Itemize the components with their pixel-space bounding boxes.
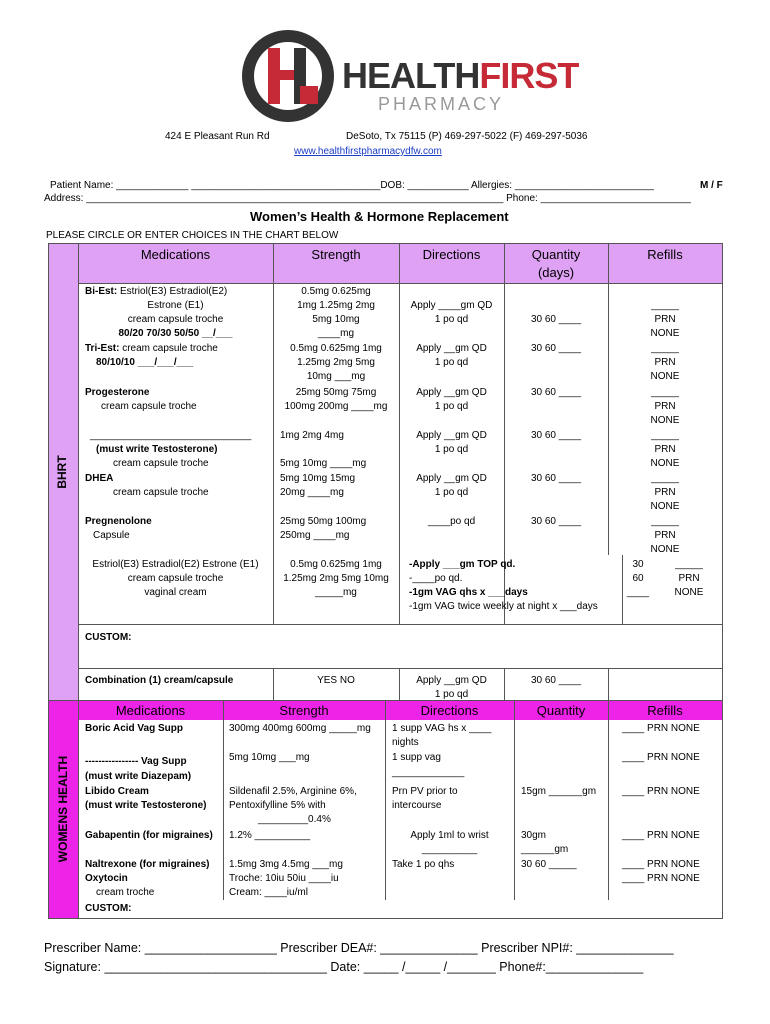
- testosterone-strength-1[interactable]: 1mg 2mg 4mg: [280, 430, 344, 441]
- gabapentin-refills[interactable]: ____ PRN NONE: [622, 830, 700, 841]
- combination-med: Combination (1) cream/capsule: [85, 675, 234, 686]
- form-title: Women’s Health & Hormone Replacement: [250, 209, 509, 224]
- oxytocin-refills[interactable]: ____ PRN NONE: [622, 873, 700, 884]
- biest-strength-1[interactable]: 0.5mg 0.625mg: [301, 286, 371, 297]
- oxytocin-strength-2[interactable]: Cream: ____iu/ml: [229, 887, 308, 898]
- womens-col-refills: Refills: [647, 703, 683, 718]
- boric-acid-refills[interactable]: ____ PRN NONE: [622, 723, 700, 734]
- pregnenolone-strength-1[interactable]: 25mg 50mg 100mg: [280, 516, 367, 527]
- triest-strength-3[interactable]: 10mg ___mg: [306, 371, 366, 382]
- vaginal-directions-3[interactable]: -1gm VAG qhs x ___days: [409, 587, 528, 598]
- biest-directions-1[interactable]: Apply ____gm QD: [410, 300, 493, 311]
- triest-strength-1[interactable]: 0.5mg 0.625mg 1mg: [290, 343, 382, 354]
- womens-col-directions: Directions: [420, 703, 479, 718]
- boric-acid-directions-2: nights: [392, 737, 419, 748]
- libido-cream-directions-2: intercourse: [392, 800, 442, 811]
- testosterone-med-forms[interactable]: cream capsule troche: [113, 458, 209, 469]
- vaginal-quantity-60[interactable]: 60: [632, 573, 644, 584]
- gabapentin-directions-2[interactable]: __________: [421, 844, 478, 855]
- vaginal-strength-2[interactable]: 1.25mg 2mg 5mg 10mg: [283, 573, 389, 584]
- progesterone-directions-1[interactable]: Apply __gm QD: [416, 387, 487, 398]
- triest-quantity[interactable]: 30 60 ____: [530, 343, 582, 354]
- progesterone-quantity[interactable]: 30 60 ____: [530, 387, 582, 398]
- progesterone-med-2[interactable]: cream capsule troche: [101, 401, 197, 412]
- vaginal-quantity-30[interactable]: 30: [632, 559, 644, 570]
- dhea-strength-2[interactable]: 20mg ____mg: [280, 487, 344, 498]
- progesterone-strength-2[interactable]: 100mg 200mg ____mg: [284, 401, 388, 412]
- diazepam-refills[interactable]: ____ PRN NONE: [622, 752, 700, 763]
- progesterone-med-1: Progesterone: [85, 387, 150, 398]
- naltrexone-directions: Take 1 po qhs: [392, 859, 455, 870]
- vaginal-strength-1[interactable]: 0.5mg 0.625mg 1mg: [290, 559, 382, 570]
- pregnenolone-directions[interactable]: ____po qd: [427, 516, 476, 527]
- vaginal-med-3: vaginal cream: [144, 587, 207, 598]
- naltrexone-med: Naltrexone (for migraines): [85, 859, 210, 870]
- biest-quantity[interactable]: 30 60 ____: [530, 314, 582, 325]
- libido-cream-directions-1: Prn PV prior to: [392, 786, 458, 797]
- bhrt-col-quantity: Quantity: [531, 247, 581, 262]
- patient-line-2[interactable]: Address: ___________________________________________________________________________ Phone: ___________________________: [44, 193, 691, 204]
- oxytocin-med-1: Oxytocin: [85, 873, 128, 884]
- sex-selector[interactable]: M / F: [700, 180, 723, 191]
- womens-custom-label[interactable]: CUSTOM:: [85, 903, 132, 914]
- diazepam-med-2: (must write Diazepam): [85, 771, 192, 782]
- naltrexone-strength[interactable]: 1.5mg 3mg 4.5mg ___mg: [229, 859, 343, 870]
- womens-col-medications: Medications: [115, 703, 186, 718]
- diazepam-directions-1[interactable]: 1 supp vag: [392, 752, 441, 763]
- testosterone-med-note: (must write Testosterone): [96, 444, 218, 455]
- progesterone-strength-1[interactable]: 25mg 50mg 75mg: [295, 387, 377, 398]
- vaginal-quantity-blank[interactable]: ____: [626, 587, 650, 598]
- triest-directions-1[interactable]: Apply __gm QD: [416, 343, 487, 354]
- triest-directions-2[interactable]: 1 po qd: [434, 357, 469, 368]
- oxytocin-strength-1[interactable]: Troche: 10iu 50iu ____iu: [229, 873, 339, 884]
- combination-yes-no[interactable]: YES NO: [317, 675, 355, 686]
- biest-refills-prn[interactable]: PRN: [654, 314, 676, 325]
- pharmacy-logo: [238, 26, 579, 126]
- biest-directions-2[interactable]: 1 po qd: [434, 314, 469, 325]
- diazepam-med-1[interactable]: ---------------- Vag Supp: [85, 756, 187, 767]
- signature-line[interactable]: Signature: ________________________________ Date: _____ /_____ /_______ Phone#:______________: [44, 960, 644, 974]
- womens-col-quantity: Quantity: [536, 703, 586, 718]
- pharmacy-website-link[interactable]: www.healthfirstpharmacydfw.com: [294, 146, 442, 157]
- dhea-med-2[interactable]: cream capsule troche: [113, 487, 209, 498]
- pregnenolone-refills-none[interactable]: NONE: [650, 544, 680, 555]
- dhea-refills-none[interactable]: NONE: [650, 501, 680, 512]
- bhrt-col-quantity-sub: (days): [537, 265, 575, 280]
- vaginal-directions-4[interactable]: -1gm VAG twice weekly at night x ___days: [409, 601, 598, 612]
- bhrt-col-medications: Medications: [140, 247, 211, 262]
- libido-cream-refills[interactable]: ____ PRN NONE: [622, 786, 700, 797]
- bhrt-custom-label[interactable]: CUSTOM:: [85, 632, 132, 643]
- libido-cream-med-2: (must write Testosterone): [85, 800, 207, 811]
- logo-wordmark: HEALTHFIRST: [342, 55, 579, 96]
- biest-strength-4[interactable]: ____mg: [317, 328, 355, 339]
- gabapentin-strength[interactable]: 1.2% __________: [229, 830, 311, 841]
- dhea-directions-2[interactable]: 1 po qd: [434, 487, 469, 498]
- testosterone-strength-2[interactable]: 5mg 10mg ____mg: [280, 458, 367, 469]
- gabapentin-quantity-2[interactable]: ______gm: [521, 844, 569, 855]
- pregnenolone-refills-prn[interactable]: PRN: [654, 530, 676, 541]
- biest-med-3[interactable]: cream capsule troche: [127, 314, 224, 325]
- vaginal-directions-2[interactable]: -____po qd.: [409, 573, 463, 584]
- oxytocin-med-2[interactable]: cream troche: [96, 887, 155, 898]
- dhea-quantity[interactable]: 30 60 ____: [530, 473, 582, 484]
- triest-refills-none[interactable]: NONE: [650, 371, 680, 382]
- biest-med-1: Bi-Est: Estriol(E3) Estradiol(E2): [85, 286, 228, 297]
- womens-side-label: WOMENS HEALTH: [56, 755, 70, 863]
- patient-line-1[interactable]: Patient Name: _____________ __________________________________DOB: ___________ Allergies: _________________________: [50, 180, 654, 191]
- vaginal-refills-none[interactable]: NONE: [674, 587, 704, 598]
- logo-sub: PHARMACY: [378, 94, 505, 114]
- biest-refills-none[interactable]: NONE: [650, 328, 680, 339]
- combination-directions-2[interactable]: 1 po qd: [434, 689, 469, 700]
- progesterone-directions-2[interactable]: 1 po qd: [434, 401, 469, 412]
- dhea-strength-1[interactable]: 5mg 10mg 15mg: [280, 473, 356, 484]
- libido-cream-quantity[interactable]: 15gm ______gm: [521, 786, 597, 797]
- testosterone-med-blank[interactable]: _____________________________: [90, 430, 252, 441]
- progesterone-refills-prn[interactable]: PRN: [654, 401, 676, 412]
- triest-refills-blank[interactable]: _____: [651, 343, 679, 354]
- testosterone-directions-1[interactable]: Apply __gm QD: [416, 430, 487, 441]
- pregnenolone-med-1: Pregnenolone: [85, 516, 152, 527]
- biest-refills-blank[interactable]: _____: [651, 300, 679, 311]
- triest-ratio[interactable]: 80/10/10 ___/___/___: [96, 357, 194, 368]
- bhrt-side-label: BHRT: [55, 455, 69, 489]
- libido-cream-strength-3[interactable]: _________0.4%: [258, 814, 331, 825]
- bhrt-col-refills: Refills: [647, 247, 683, 262]
- testosterone-refills-blank[interactable]: _____: [651, 430, 679, 441]
- biest-ratio[interactable]: 80/20 70/30 50/50 __/___: [118, 328, 233, 339]
- gabapentin-med: Gabapentin (for migraines): [85, 830, 213, 841]
- naltrexone-refills[interactable]: ____ PRN NONE: [622, 859, 700, 870]
- boric-acid-med: Boric Acid Vag Supp: [85, 723, 183, 734]
- testosterone-quantity[interactable]: 30 60 ____: [530, 430, 582, 441]
- vaginal-med-1: Estriol(E3) Estradiol(E2) Estrone (E1): [92, 559, 259, 570]
- triest-refills-prn[interactable]: PRN: [654, 357, 676, 368]
- diazepam-directions-2[interactable]: _____________: [392, 767, 465, 778]
- dhea-med-1: DHEA: [85, 473, 114, 484]
- dhea-refills-prn[interactable]: PRN: [654, 487, 676, 498]
- gabapentin-directions-1: Apply 1ml to wrist: [410, 830, 489, 841]
- boric-acid-directions-1[interactable]: 1 supp VAG hs x ____: [392, 723, 492, 734]
- pharmacy-city-phone: DeSoto, Tx 75115 (P) 469-297-5022 (F) 469-297-5036: [346, 131, 588, 142]
- triest-med-1[interactable]: Tri-Est: cream capsule troche: [85, 343, 218, 354]
- diazepam-strength[interactable]: 5mg 10mg ___mg: [229, 752, 310, 763]
- bhrt-col-directions: Directions: [422, 247, 481, 262]
- combination-quantity[interactable]: 30 60 ____: [530, 675, 582, 686]
- testosterone-refills-prn[interactable]: PRN: [654, 444, 676, 455]
- gabapentin-quantity-1[interactable]: 30gm: [521, 830, 547, 841]
- pharmacy-address: 424 E Pleasant Run Rd: [165, 131, 270, 142]
- vaginal-strength-3[interactable]: _____mg: [315, 587, 357, 598]
- boric-acid-strength[interactable]: 300mg 400mg 600mg _____mg: [229, 723, 371, 734]
- libido-cream-strength-1: Sildenafil 2.5%, Arginine 6%,: [229, 786, 357, 797]
- pregnenolone-med-2[interactable]: Capsule: [93, 530, 130, 541]
- triest-strength-2[interactable]: 1.25mg 2mg 5mg: [297, 357, 375, 368]
- bhrt-col-strength: Strength: [311, 247, 361, 262]
- combination-directions-1[interactable]: Apply __gm QD: [416, 675, 487, 686]
- libido-cream-med-1: Libido Cream: [85, 786, 149, 797]
- womens-col-strength: Strength: [279, 703, 329, 718]
- progesterone-refills-blank[interactable]: _____: [651, 387, 679, 398]
- testosterone-refills-none[interactable]: NONE: [650, 458, 680, 469]
- pregnenolone-quantity[interactable]: 30 60 ____: [530, 516, 582, 527]
- pregnenolone-strength-2[interactable]: 250mg ____mg: [280, 530, 350, 541]
- libido-cream-strength-2: Pentoxifylline 5% with: [229, 800, 326, 811]
- biest-strength-2[interactable]: 1mg 1.25mg 2mg: [297, 300, 375, 311]
- vaginal-refills-prn[interactable]: PRN: [678, 573, 700, 584]
- pregnenolone-refills-blank[interactable]: _____: [651, 516, 679, 527]
- prescriber-line[interactable]: Prescriber Name: ___________________ Prescriber DEA#: ______________ Prescriber NPI#: ______________: [44, 941, 674, 955]
- vaginal-med-2[interactable]: cream capsule troche: [127, 573, 224, 584]
- progesterone-refills-none[interactable]: NONE: [650, 415, 680, 426]
- vaginal-refills-blank[interactable]: _____: [675, 559, 703, 570]
- dhea-directions-1[interactable]: Apply __gm QD: [416, 473, 487, 484]
- dhea-refills-blank[interactable]: _____: [651, 473, 679, 484]
- testosterone-directions-2[interactable]: 1 po qd: [434, 444, 469, 455]
- naltrexone-quantity[interactable]: 30 60 _____: [521, 859, 577, 870]
- biest-strength-3[interactable]: 5mg 10mg: [312, 314, 360, 325]
- instruction-text: PLEASE CIRCLE OR ENTER CHOICES IN THE CHART BELOW: [46, 230, 339, 241]
- biest-med-2: Estrone (E1): [147, 300, 204, 311]
- vaginal-directions-1[interactable]: -Apply ___gm TOP qd.: [409, 559, 516, 570]
